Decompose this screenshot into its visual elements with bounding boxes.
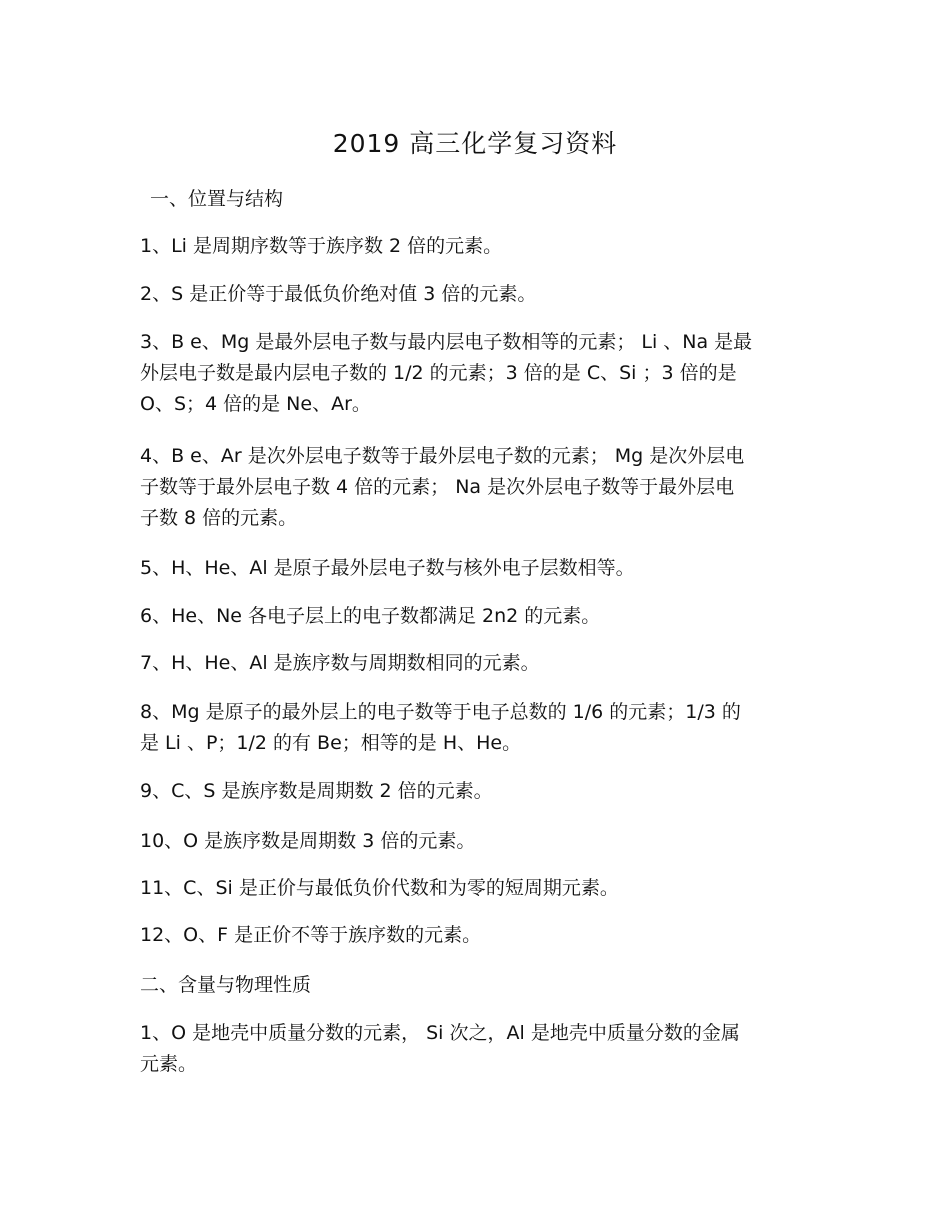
text-line: 5、H、He、Al 是原子最外层电子数与核外电子层数相等。 xyxy=(140,557,635,579)
text-line: 9、C、S 是族序数是周期数 2 倍的元素。 xyxy=(140,780,493,802)
list-item xyxy=(140,697,820,759)
list-item xyxy=(140,553,820,584)
text-line: 12、O、F 是正价不等于族序数的元素。 xyxy=(140,924,482,946)
list-item xyxy=(140,648,820,679)
list-item xyxy=(140,279,820,310)
text-line: 元素。 xyxy=(140,1053,198,1075)
text-line: 2、S 是正价等于最低负价绝对值 3 倍的元素。 xyxy=(140,283,537,305)
text-line: 1、O 是地壳中质量分数的元素， Si 次之，Al 是地壳中质量分数的金属 xyxy=(140,1022,740,1044)
text-line: 10、O 是族序数是周期数 3 倍的元素。 xyxy=(140,830,476,852)
list-item xyxy=(140,873,820,904)
text-line: 7、H、He、Al 是族序数与周期数相同的元素。 xyxy=(140,652,540,674)
section-heading-content-physical: 二、含量与物理性质 xyxy=(140,974,312,996)
text-line: 1、Li 是周期序数等于族序数 2 倍的元素。 xyxy=(140,235,503,257)
list-item xyxy=(140,1018,820,1080)
text-line: 子数等于最外层电子数 4 倍的元素； Na 是次外层电子数等于最外层电 xyxy=(140,476,735,498)
list-item xyxy=(140,601,820,632)
list-item xyxy=(140,826,820,857)
list-item xyxy=(140,776,820,807)
list-item xyxy=(140,441,820,534)
text-line: O、S；4 倍的是 Ne、Ar。 xyxy=(140,393,371,415)
text-line: 6、He、Ne 各电子层上的电子数都满足 2n2 的元素。 xyxy=(140,605,601,627)
text-line: 3、B e、Mg 是最外层电子数与最内层电子数相等的元素； Li 、Na 是最 xyxy=(140,331,753,353)
text-line: 外层电子数是最内层电子数的 1/2 的元素；3 倍的是 C、Si ；3 倍的是 xyxy=(140,362,737,384)
section-heading-position-structure: 一、位置与结构 xyxy=(150,188,284,210)
text-line: 4、B e、Ar 是次外层电子数等于最外层电子数的元素； Mg 是次外层电 xyxy=(140,445,745,467)
list-item xyxy=(140,327,820,420)
list-item xyxy=(140,231,820,262)
text-line: 8、Mg 是原子的最外层上的电子数等于电子总数的 1/6 的元素；1/3 的 xyxy=(140,701,741,723)
text-line: 子数 8 倍的元素。 xyxy=(140,507,298,529)
text-line: 11、C、Si 是正价与最低负价代数和为零的短周期元素。 xyxy=(140,877,619,899)
text-line: 是 Li 、P；1/2 的有 Be；相等的是 H、He。 xyxy=(140,732,522,754)
list-item xyxy=(140,920,820,951)
page-title: 2019 高三化学复习资料 xyxy=(332,129,618,158)
